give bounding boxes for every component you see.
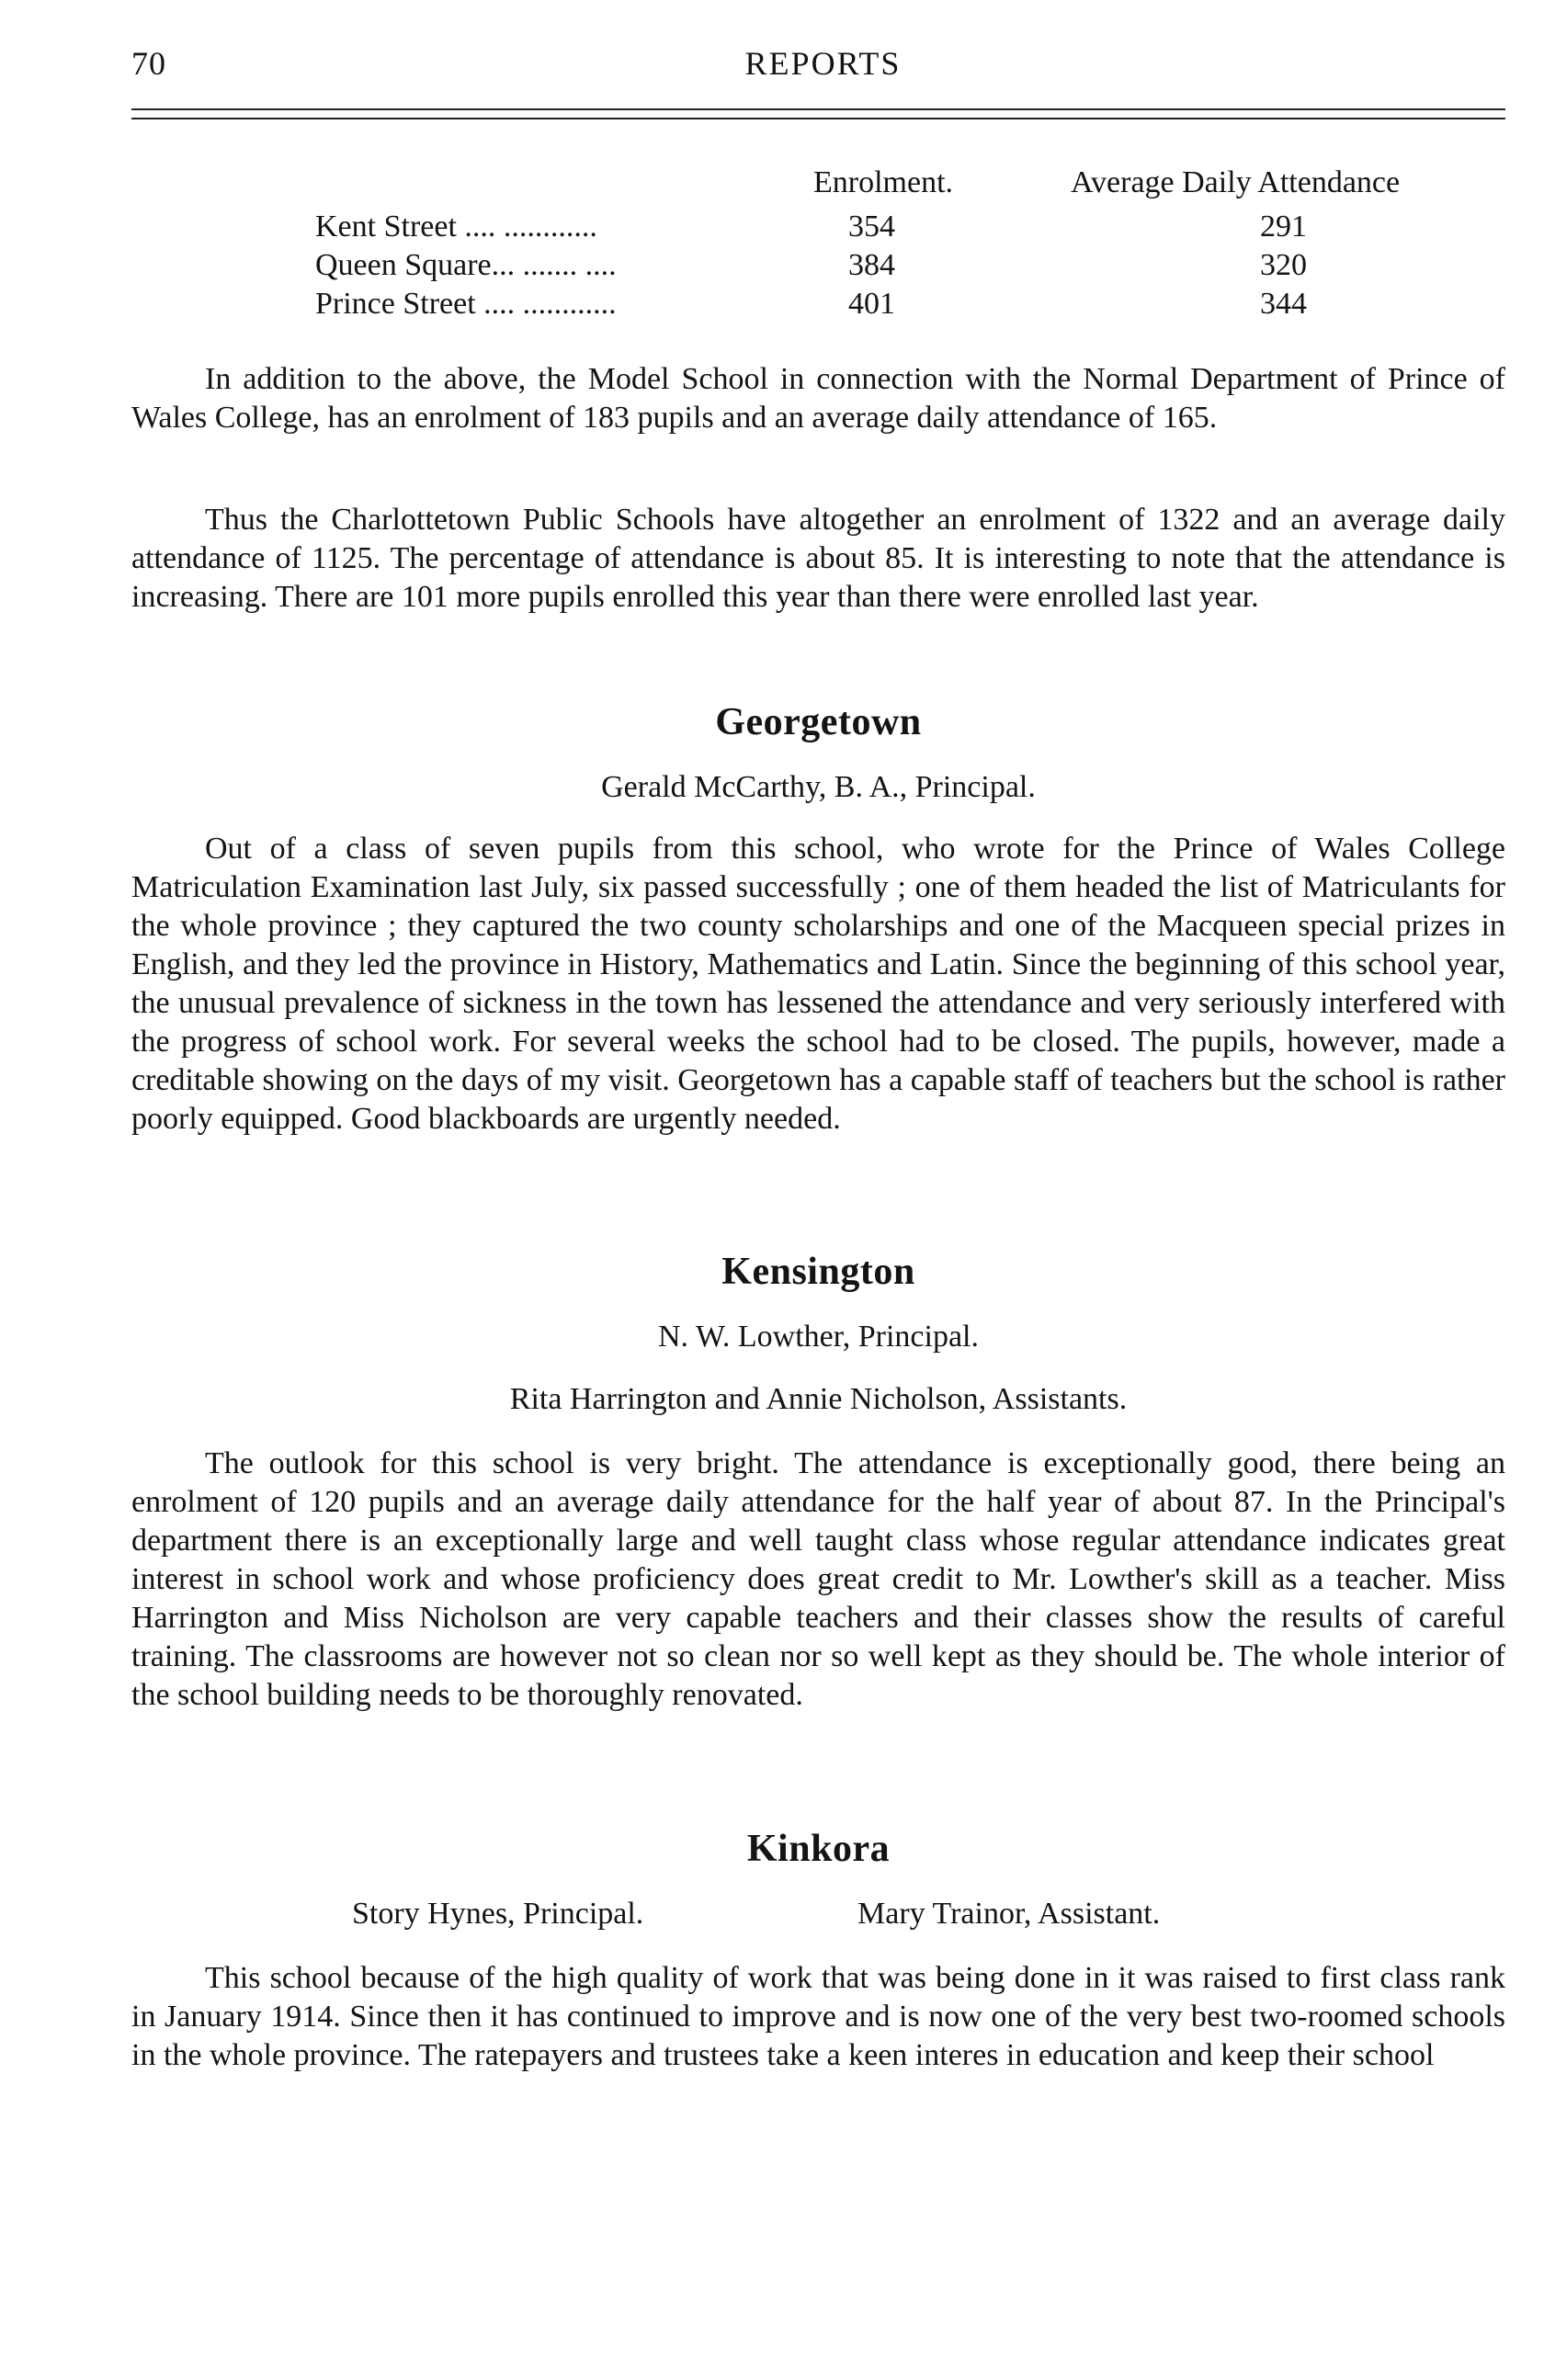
table-row <box>131 248 1505 287</box>
enrolment-value: 401 <box>848 287 895 321</box>
header-rule-top <box>131 108 1505 110</box>
byline-georgetown-principal: Gerald McCarthy, B. A., Principal. <box>601 770 1036 804</box>
column-header-enrolment: Enrolment. <box>813 165 954 199</box>
byline-kinkora-assistant: Mary Trainor, Assistant. <box>857 1897 1161 1931</box>
table-row <box>131 287 1505 325</box>
enrolment-value: 384 <box>848 248 895 282</box>
paragraph-model-school: In addition to the above, the Model School in connection with the Normal Department of Prince of Wales College, has an enrolment of 183 pupils and an average daily attendance of 165. <box>131 362 1505 435</box>
section-title-kensington: Kensington <box>721 1251 915 1293</box>
school-name: Prince Street .... ............ <box>315 287 617 321</box>
attendance-table <box>131 165 1505 325</box>
attendance-value: 344 <box>1260 287 1307 321</box>
attendance-value: 320 <box>1260 248 1307 282</box>
running-head: REPORTS <box>744 45 902 82</box>
section-title-kinkora: Kinkora <box>746 1828 891 1870</box>
enrolment-value: 354 <box>848 210 895 244</box>
byline-kensington-principal: N. W. Lowther, Principal. <box>658 1320 979 1354</box>
table-row <box>131 210 1505 248</box>
page-number: 70 <box>131 45 166 82</box>
page-header <box>131 44 1505 90</box>
paragraph-charlottetown-total: Thus the Charlottetown Public Schools have altogether an enrolment of 1322 and an average daily attendance of 1125. The percentage of attendance is about 85. It is interesting to note that the attendance is increasing. There are 101 more pupils enrolled this year than there were enrolled last year. <box>131 503 1505 614</box>
attendance-value: 291 <box>1260 210 1307 244</box>
header-rule-bottom <box>131 118 1505 119</box>
school-name: Queen Square... ....... .... <box>315 248 617 282</box>
school-name: Kent Street .... ............ <box>315 210 597 244</box>
byline-kinkora-principal: Story Hynes, Principal. <box>352 1897 644 1931</box>
paragraph-kinkora: This school because of the high quality of work that was being done in it was raised to first class rank in January 1914. Since then it has continued to improve and is now one of the very best two-roomed schools in the whole province. The ratepayers and trustees take a keen interes in education and keep their school <box>131 1961 1505 2072</box>
table-header <box>131 165 1505 210</box>
paragraph-georgetown: Out of a class of seven pupils from this school, who wrote for the Prince of Wales College Matriculation Examination last July, six passed successfully ; one of them headed the list of Matriculants for the whole province ; they captured the two county scholarships and one of the Macqueen special prizes in English, and they led the province in History, Mathematics and Latin. Since the beginning of this school year, the unusual prevalence of sickness in the town has lessened the attendance and very seriously interfered with the progress of school work. For several weeks the school had to be closed. The pupils, however, made a creditable showing on the days of my visit. Georgetown has a capable staff of teachers but the school is rather poorly equipped. Good blackboards are urgently needed. <box>131 832 1505 1136</box>
byline-kensington-assistants: Rita Harrington and Annie Nicholson, Assistants. <box>509 1382 1128 1416</box>
paragraph-kensington: The outlook for this school is very bright. The attendance is exceptionally good, there being an enrolment of 120 pupils and an average daily attendance for the half year of about 87. In the Principal's department there is an exceptionally large and well taught class whose regular attendance indicates great interest in school work and whose proficiency does great credit to Mr. Lowther's skill as a teacher. Miss Harrington and Miss Nicholson are very capable teachers and their classes show the results of careful training. The classrooms are however not so clean nor so well kept as they should be. The whole interior of the school building needs to be thoroughly renovated. <box>131 1446 1505 1712</box>
section-title-georgetown: Georgetown <box>715 701 922 743</box>
byline-kinkora <box>131 1897 1505 1937</box>
column-header-attendance: Average Daily Attendance <box>1071 165 1401 199</box>
